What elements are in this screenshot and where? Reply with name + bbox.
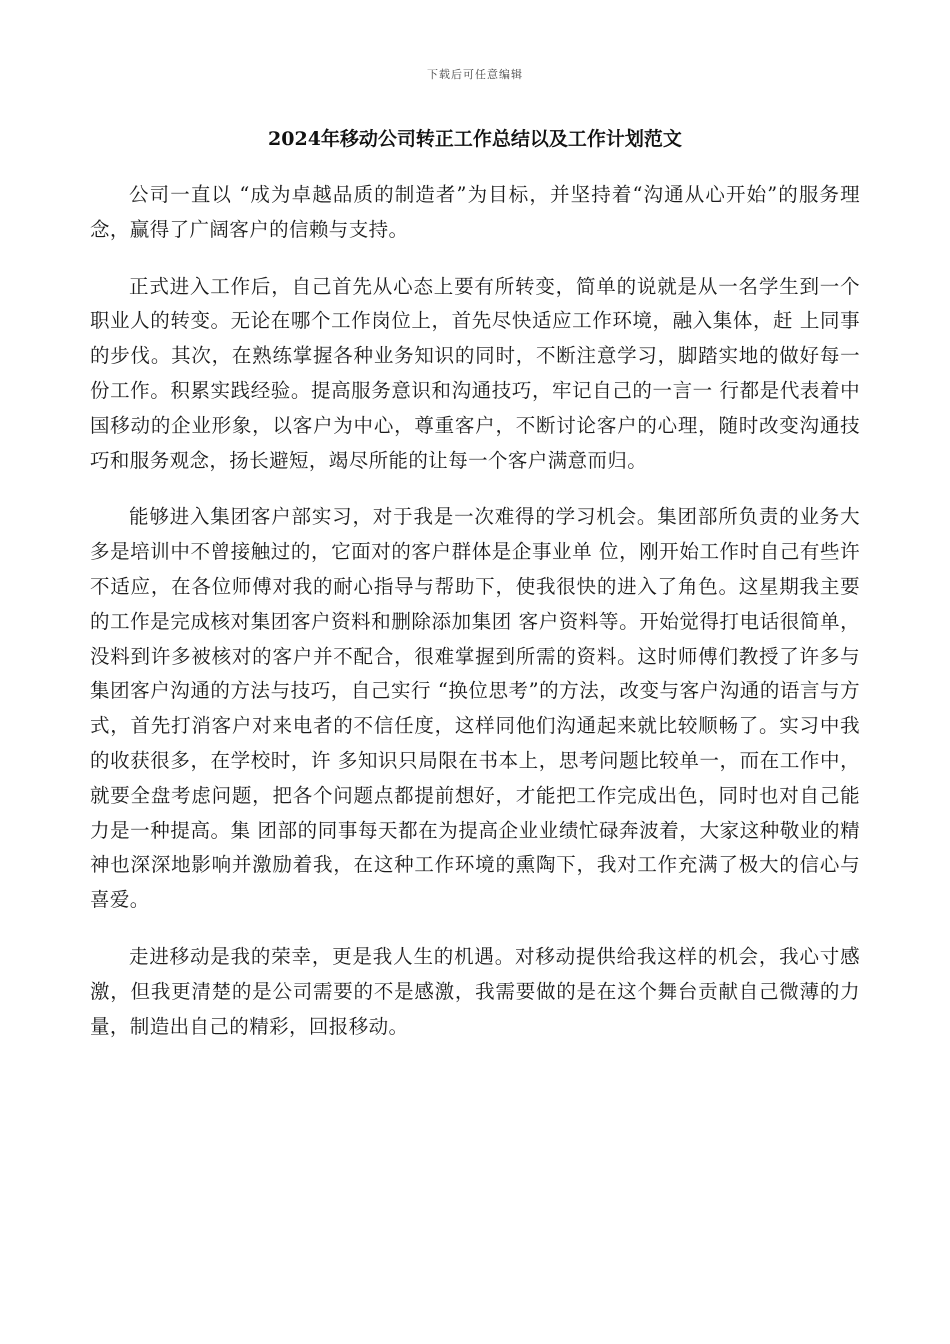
paragraph-2: 正式进入工作后，自己首先从心态上要有所转变，简单的说就是从一名学生到一个职业人的转变。无论在哪个工作岗位上，首先尽快适应工作环境，融入集体，赶 上同事的步伐。其次，在熟练掌握各种业务知识的同时，不断注意学习，脚踏实地的做好每一份工作。积累实践经验。提高服务意识和沟通技巧，牢记自己的一言一 行都是代表着中国移动的企业形象，以客户为中心，尊重客户，不断讨论客户的心理，随时改变沟通技巧和服务观念，扬长避短，竭尽所能的让每一个客户满意而归。	[90, 274, 860, 472]
paragraph-3: 能够进入集团客户部实习，对于我是一次难得的学习机会。集团部所负责的业务大多是培训中不曾接触过的，它面对的客户群体是企事业单 位，刚开始工作时自己有些许不适应，在各位师傅对我的耐心指导与帮助下，使我很快的进入了角色。这星期我主要的工作是完成核对集团客户资料和删除添加集团 客户资料等。开始觉得打电话很简单，没料到许多被核对的客户并不配合，很难掌握到所需的资料。这时师傅们教授了许多与集团客户沟通的方法与技巧，自己实行 “换位思考”的方法，改变与客户沟通的语言与方式，首先打消客户对来电者的不信任度，这样同他们沟通起来就比较顺畅了。实习中我的收获很多，在学校时，许 多知识只局限在书本上，思考问题比较单一，而在工作中，就要全盘考虑问题，把各个问题点都提前想好，才能把工作完成出色，同时也对自己能力是一种提高。集 团部的同事每天都在为提高企业业绩忙碌奔波着，大家这种敬业的精神也深深地影响并激励着我，在这种工作环境的熏陶下，我对工作充满了极大的信心与喜爱。	[90, 505, 860, 912]
paragraph-4: 走进移动是我的荣幸，更是我人生的机遇。对移动提供给我这样的机会，我心寸感激，但我更清楚的是公司需要的不是感激，我需要做的是在这个舞台贡献自己微薄的力量，制造出自己的精彩，回报移动。	[90, 944, 860, 1038]
document-body	[90, 150, 860, 1066]
header-note: 下载后可任意编辑	[427, 68, 523, 81]
document-title: 2024年移动公司转正工作总结以及工作计划范文	[268, 128, 682, 150]
paragraph-1: 公司一直以 “成为卓越品质的制造者”为目标，并坚持着“沟通从心开始”的服务理念，赢得了广阔客户的信赖与支持。	[90, 183, 860, 241]
